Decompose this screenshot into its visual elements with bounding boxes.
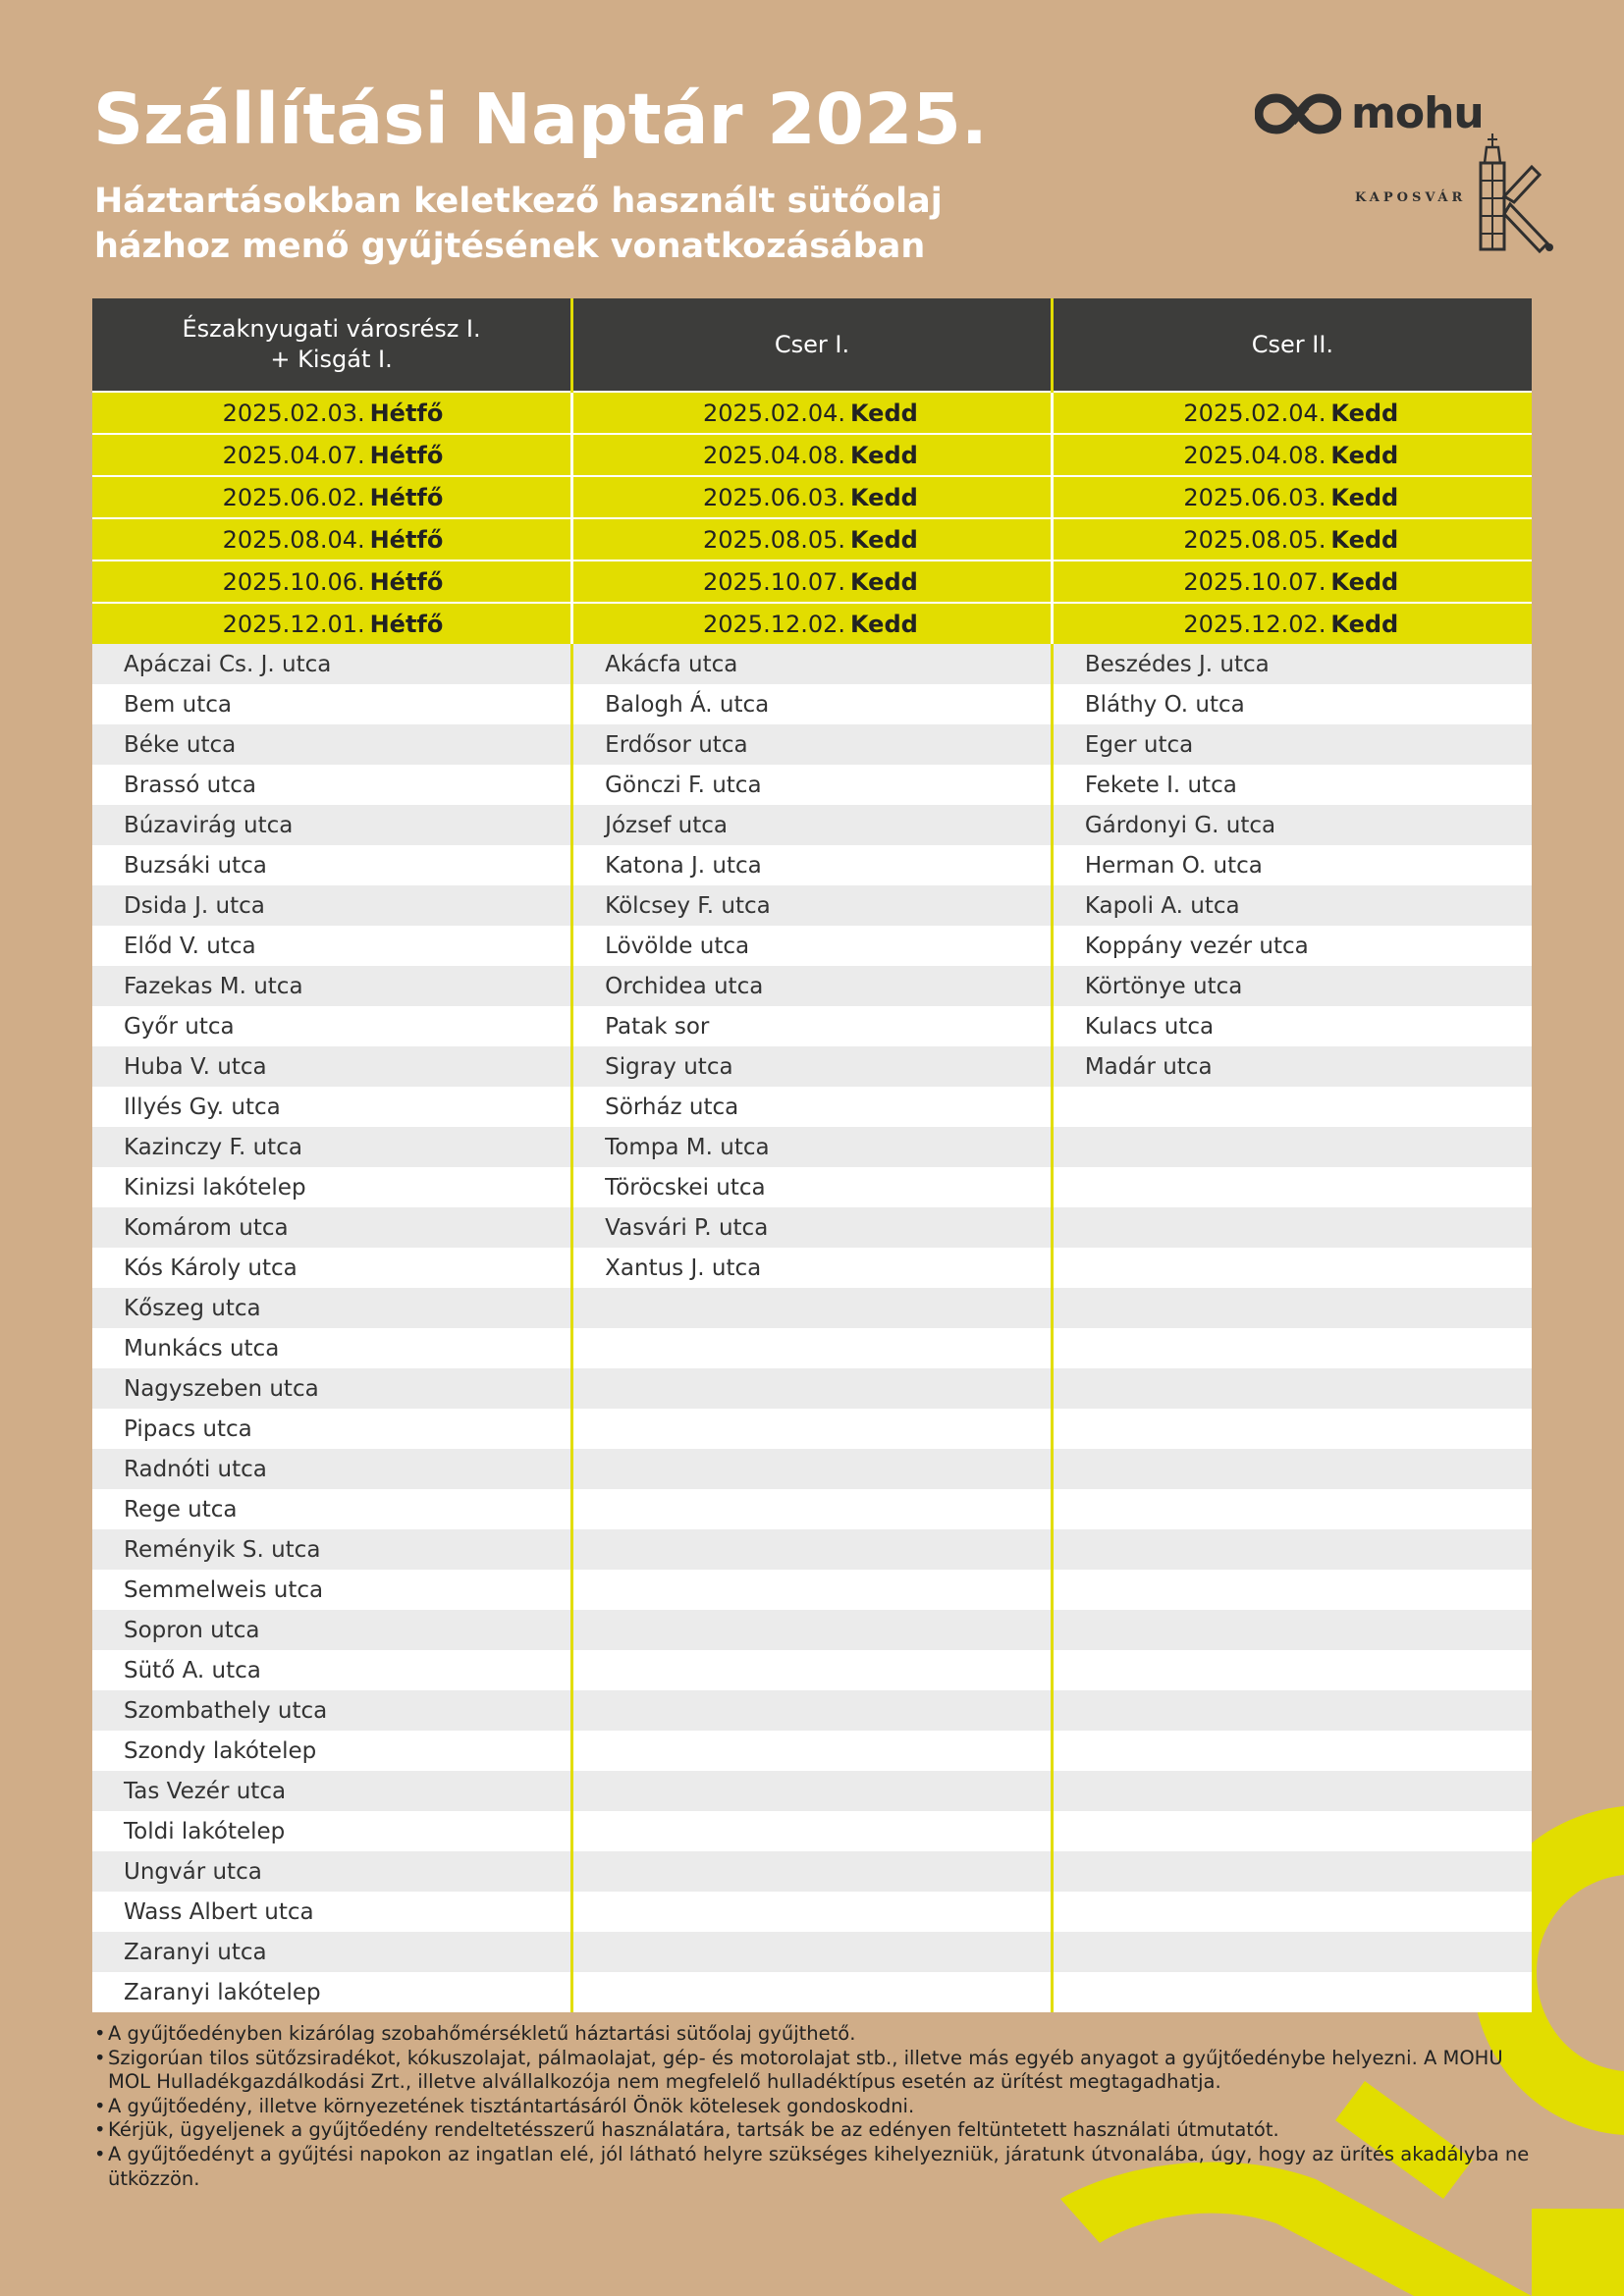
street-cell bbox=[572, 1972, 1053, 2012]
street-cell bbox=[572, 1489, 1053, 1529]
date-cell bbox=[92, 518, 572, 561]
column-header-line-1: Északnyugati városrész I. bbox=[182, 315, 481, 343]
date-row bbox=[92, 476, 1532, 518]
street-cell: Akácfa utca bbox=[572, 644, 1053, 684]
street-cell: Körtönye utca bbox=[1052, 966, 1532, 1006]
street-cell: Sigray utca bbox=[572, 1046, 1053, 1087]
street-cell: Zaranyi utca bbox=[92, 1932, 572, 1972]
street-cell: Sopron utca bbox=[92, 1610, 572, 1650]
collection-date: 2025.12.02. bbox=[702, 610, 846, 638]
table-row bbox=[92, 1690, 1532, 1731]
street-cell: Sörház utca bbox=[572, 1087, 1053, 1127]
table-row bbox=[92, 1570, 1532, 1610]
street-cell: Balogh Á. utca bbox=[572, 684, 1053, 724]
street-cell: Huba V. utca bbox=[92, 1046, 572, 1087]
collection-weekday: Kedd bbox=[1330, 483, 1399, 511]
collection-date: 2025.08.04. bbox=[222, 525, 365, 554]
street-cell bbox=[1052, 1932, 1532, 1972]
street-cell: Reményik S. utca bbox=[92, 1529, 572, 1570]
note-item: • A gyűjtőedényben kizárólag szobahőmérsékletű háztartási sütőolaj gyűjthető. bbox=[94, 2022, 1538, 2047]
table-row bbox=[92, 1932, 1532, 1972]
date-row bbox=[92, 561, 1532, 603]
kaposvar-k-tower-icon bbox=[1471, 133, 1561, 257]
street-cell bbox=[1052, 1409, 1532, 1449]
street-cell: Wass Albert utca bbox=[92, 1892, 572, 1932]
street-cell: Kós Károly utca bbox=[92, 1248, 572, 1288]
collection-weekday: Hétfő bbox=[369, 441, 444, 469]
date-cell bbox=[572, 561, 1053, 603]
street-cell: Bem utca bbox=[92, 684, 572, 724]
date-row bbox=[92, 392, 1532, 434]
date-cell bbox=[572, 434, 1053, 476]
date-cell bbox=[572, 603, 1053, 644]
table-row bbox=[92, 966, 1532, 1006]
street-cell: Szombathely utca bbox=[92, 1690, 572, 1731]
street-cell bbox=[1052, 1248, 1532, 1288]
collection-weekday: Kedd bbox=[849, 567, 918, 596]
street-cell: Fazekas M. utca bbox=[92, 966, 572, 1006]
street-cell bbox=[1052, 1650, 1532, 1690]
street-cell bbox=[572, 1288, 1053, 1328]
street-cell bbox=[1052, 1489, 1532, 1529]
collection-weekday: Kedd bbox=[849, 610, 918, 638]
street-cell bbox=[1052, 1570, 1532, 1610]
collection-date: 2025.06.03. bbox=[1183, 483, 1326, 511]
street-cell: Herman O. utca bbox=[1052, 845, 1532, 885]
table-row bbox=[92, 1610, 1532, 1650]
mohu-logo bbox=[1255, 88, 1484, 138]
street-cell: Kőszeg utca bbox=[92, 1288, 572, 1328]
collection-calendar-table bbox=[92, 298, 1532, 2012]
mohu-infinity-icon bbox=[1255, 92, 1341, 135]
street-cell bbox=[572, 1328, 1053, 1368]
street-cell: Kölcsey F. utca bbox=[572, 885, 1053, 926]
note-item: • Kérjük, ügyeljenek a gyűjtőedény rendeltetésszerű használatára, tartsák be az edényen feltüntetett használati útmutatót. bbox=[94, 2118, 1538, 2143]
table-row bbox=[92, 724, 1532, 765]
table-row bbox=[92, 1449, 1532, 1489]
street-cell bbox=[1052, 1811, 1532, 1851]
street-cell bbox=[1052, 1288, 1532, 1328]
street-cell bbox=[572, 1932, 1053, 1972]
date-cell bbox=[1052, 603, 1532, 644]
table-row bbox=[92, 805, 1532, 845]
table-row bbox=[92, 926, 1532, 966]
collection-date: 2025.10.07. bbox=[1183, 567, 1326, 596]
collection-date: 2025.02.03. bbox=[222, 399, 365, 427]
mohu-wordmark: mohu bbox=[1351, 88, 1484, 138]
table-row bbox=[92, 1892, 1532, 1932]
notes-list bbox=[94, 2022, 1538, 2191]
table-row bbox=[92, 1167, 1532, 1207]
collection-date: 2025.06.03. bbox=[702, 483, 846, 511]
street-cell: Madár utca bbox=[1052, 1046, 1532, 1087]
street-cell: Győr utca bbox=[92, 1006, 572, 1046]
street-cell: Brassó utca bbox=[92, 765, 572, 805]
date-cell bbox=[92, 434, 572, 476]
street-cell: Tas Vezér utca bbox=[92, 1771, 572, 1811]
street-cell: Ungvár utca bbox=[92, 1851, 572, 1892]
table-row bbox=[92, 885, 1532, 926]
collection-date: 2025.08.05. bbox=[1183, 525, 1326, 554]
table-row bbox=[92, 1409, 1532, 1449]
date-cell bbox=[1052, 392, 1532, 434]
street-cell bbox=[1052, 1972, 1532, 2012]
table-row bbox=[92, 845, 1532, 885]
street-cell bbox=[572, 1529, 1053, 1570]
table-row bbox=[92, 1006, 1532, 1046]
date-cell bbox=[92, 561, 572, 603]
collection-weekday: Hétfő bbox=[369, 399, 444, 427]
street-cell: Szondy lakótelep bbox=[92, 1731, 572, 1771]
street-cell: Pipacs utca bbox=[92, 1409, 572, 1449]
table-row bbox=[92, 1248, 1532, 1288]
table-row bbox=[92, 1972, 1532, 2012]
street-cell bbox=[1052, 1167, 1532, 1207]
table-row bbox=[92, 1368, 1532, 1409]
street-cell: József utca bbox=[572, 805, 1053, 845]
street-cell: Patak sor bbox=[572, 1006, 1053, 1046]
street-cell bbox=[572, 1409, 1053, 1449]
street-cell bbox=[1052, 1690, 1532, 1731]
street-cell: Zaranyi lakótelep bbox=[92, 1972, 572, 2012]
collection-weekday: Kedd bbox=[849, 399, 918, 427]
collection-weekday: Kedd bbox=[1330, 610, 1399, 638]
date-cell bbox=[92, 476, 572, 518]
table-row bbox=[92, 1851, 1532, 1892]
page-subtitle bbox=[94, 179, 1076, 269]
street-cell: Béke utca bbox=[92, 724, 572, 765]
street-cell: Búzavirág utca bbox=[92, 805, 572, 845]
street-cell bbox=[572, 1570, 1053, 1610]
table-row bbox=[92, 1127, 1532, 1167]
column-header-eszaknyugati bbox=[92, 298, 572, 392]
street-cell bbox=[572, 1368, 1053, 1409]
collection-weekday: Kedd bbox=[849, 441, 918, 469]
street-cell bbox=[1052, 1127, 1532, 1167]
street-cell: Xantus J. utca bbox=[572, 1248, 1053, 1288]
street-cell: Buzsáki utca bbox=[92, 845, 572, 885]
street-cell: Munkács utca bbox=[92, 1328, 572, 1368]
date-row bbox=[92, 603, 1532, 644]
street-cell: Bláthy O. utca bbox=[1052, 684, 1532, 724]
street-cell: Kapoli A. utca bbox=[1052, 885, 1532, 926]
date-cell bbox=[572, 476, 1053, 518]
street-cell: Orchidea utca bbox=[572, 966, 1053, 1006]
street-cell: Sütő A. utca bbox=[92, 1650, 572, 1690]
table-row bbox=[92, 1811, 1532, 1851]
page-title: Szállítási Naptár 2025. bbox=[93, 79, 988, 160]
collection-date: 2025.04.08. bbox=[702, 441, 846, 469]
table-header-row bbox=[92, 298, 1532, 392]
street-cell bbox=[1052, 1529, 1532, 1570]
collection-weekday: Hétfő bbox=[369, 610, 444, 638]
date-cell bbox=[572, 392, 1053, 434]
street-cell: Kazinczy F. utca bbox=[92, 1127, 572, 1167]
column-header-line-1: Cser II. bbox=[1251, 330, 1334, 358]
street-cell bbox=[1052, 1087, 1532, 1127]
street-cell: Kinizsi lakótelep bbox=[92, 1167, 572, 1207]
street-cell: Toldi lakótelep bbox=[92, 1811, 572, 1851]
street-cell bbox=[572, 1811, 1053, 1851]
street-cell: Koppány vezér utca bbox=[1052, 926, 1532, 966]
collection-date: 2025.04.08. bbox=[1183, 441, 1326, 469]
date-cell bbox=[1052, 518, 1532, 561]
column-header-line-1: Cser I. bbox=[774, 330, 850, 358]
collection-date: 2025.06.02. bbox=[222, 483, 365, 511]
collection-weekday: Hétfő bbox=[369, 567, 444, 596]
collection-date: 2025.08.05. bbox=[702, 525, 846, 554]
street-cell: Beszédes J. utca bbox=[1052, 644, 1532, 684]
street-cell bbox=[1052, 1449, 1532, 1489]
street-cell: Erdősor utca bbox=[572, 724, 1053, 765]
column-header-cser-2 bbox=[1052, 298, 1532, 392]
street-cell bbox=[572, 1851, 1053, 1892]
street-cell bbox=[572, 1892, 1053, 1932]
street-cell: Radnóti utca bbox=[92, 1449, 572, 1489]
street-cell: Előd V. utca bbox=[92, 926, 572, 966]
collection-date: 2025.10.07. bbox=[702, 567, 846, 596]
date-cell bbox=[1052, 434, 1532, 476]
collection-weekday: Kedd bbox=[1330, 441, 1399, 469]
date-row bbox=[92, 518, 1532, 561]
street-cell: Katona J. utca bbox=[572, 845, 1053, 885]
street-cell: Apáczai Cs. J. utca bbox=[92, 644, 572, 684]
collection-weekday: Kedd bbox=[1330, 525, 1399, 554]
street-cell bbox=[572, 1449, 1053, 1489]
street-cell: Illyés Gy. utca bbox=[92, 1087, 572, 1127]
table-row bbox=[92, 1087, 1532, 1127]
subtitle-line-1: Háztartásokban keletkező használt sütőolaj bbox=[94, 182, 943, 221]
collection-date: 2025.12.01. bbox=[222, 610, 365, 638]
street-cell bbox=[1052, 1731, 1532, 1771]
date-cell bbox=[92, 603, 572, 644]
collection-date: 2025.02.04. bbox=[702, 399, 846, 427]
date-cell bbox=[572, 518, 1053, 561]
street-cell bbox=[572, 1650, 1053, 1690]
street-cell bbox=[1052, 1892, 1532, 1932]
table-row bbox=[92, 1207, 1532, 1248]
note-item: • A gyűjtőedényt a gyűjtési napokon az ingatlan elé, jól látható helyre szükséges kihelyezniük, járatunk útvonalába, úgy, hogy az ürítés akadályba ne ütközzön. bbox=[94, 2143, 1538, 2191]
subtitle-line-2: házhoz menő gyűjtésének vonatkozásában bbox=[94, 227, 926, 266]
date-cell bbox=[92, 392, 572, 434]
street-cell: Kulacs utca bbox=[1052, 1006, 1532, 1046]
street-cell: Komárom utca bbox=[92, 1207, 572, 1248]
table-row bbox=[92, 1529, 1532, 1570]
collection-weekday: Kedd bbox=[1330, 399, 1399, 427]
table-row bbox=[92, 1288, 1532, 1328]
table-row bbox=[92, 1328, 1532, 1368]
collection-weekday: Kedd bbox=[849, 483, 918, 511]
table-row bbox=[92, 1650, 1532, 1690]
table-row bbox=[92, 684, 1532, 724]
street-cell bbox=[572, 1731, 1053, 1771]
street-cell bbox=[1052, 1771, 1532, 1811]
street-cell: Fekete I. utca bbox=[1052, 765, 1532, 805]
street-cell bbox=[1052, 1328, 1532, 1368]
table-row bbox=[92, 1489, 1532, 1529]
street-cell bbox=[1052, 1851, 1532, 1892]
street-cell bbox=[1052, 1610, 1532, 1650]
street-cell: Eger utca bbox=[1052, 724, 1532, 765]
street-cell: Gönczi F. utca bbox=[572, 765, 1053, 805]
street-cell bbox=[572, 1690, 1053, 1731]
note-item: • Szigorúan tilos sütőzsiradékot, kókuszolajat, pálmaolajat, gép- és motorolajat stb., illetve más egyéb anyagot a gyűjtőedénybe helyezni. A MOHU MOL Hulladékgazdálkodási Zrt., illetve alvállalkozója nem megfelelő hulladéktípus esetén az ürítést megtagadhatja. bbox=[94, 2047, 1538, 2095]
collection-date: 2025.02.04. bbox=[1183, 399, 1326, 427]
street-cell: Nagyszeben utca bbox=[92, 1368, 572, 1409]
table-row bbox=[92, 644, 1532, 684]
table-row bbox=[92, 1046, 1532, 1087]
date-cell bbox=[1052, 476, 1532, 518]
street-cell: Vasvári P. utca bbox=[572, 1207, 1053, 1248]
street-cell: Töröcskei utca bbox=[572, 1167, 1053, 1207]
table-row bbox=[92, 1731, 1532, 1771]
collection-weekday: Kedd bbox=[1330, 567, 1399, 596]
collection-date: 2025.04.07. bbox=[222, 441, 365, 469]
table-row bbox=[92, 1771, 1532, 1811]
collection-date: 2025.10.06. bbox=[222, 567, 365, 596]
street-cell bbox=[1052, 1368, 1532, 1409]
street-cell bbox=[572, 1771, 1053, 1811]
street-cell: Rege utca bbox=[92, 1489, 572, 1529]
collection-weekday: Hétfő bbox=[369, 525, 444, 554]
date-cell bbox=[1052, 561, 1532, 603]
street-cell: Semmelweis utca bbox=[92, 1570, 572, 1610]
street-cell: Tompa M. utca bbox=[572, 1127, 1053, 1167]
note-item: • A gyűjtőedény, illetve környezetének tisztántartásáról Önök kötelesek gondoskodni. bbox=[94, 2095, 1538, 2119]
street-cell: Gárdonyi G. utca bbox=[1052, 805, 1532, 845]
table-row bbox=[92, 765, 1532, 805]
collection-weekday: Hétfő bbox=[369, 483, 444, 511]
street-cell bbox=[572, 1610, 1053, 1650]
date-row bbox=[92, 434, 1532, 476]
kaposvar-wordmark: KAPOSVÁR bbox=[1355, 190, 1467, 205]
street-cell: Dsida J. utca bbox=[92, 885, 572, 926]
street-cell bbox=[1052, 1207, 1532, 1248]
column-header-cser-1 bbox=[572, 298, 1053, 392]
collection-weekday: Kedd bbox=[849, 525, 918, 554]
collection-date: 2025.12.02. bbox=[1183, 610, 1326, 638]
street-cell: Lövölde utca bbox=[572, 926, 1053, 966]
column-header-line-2: + Kisgát I. bbox=[270, 346, 393, 373]
